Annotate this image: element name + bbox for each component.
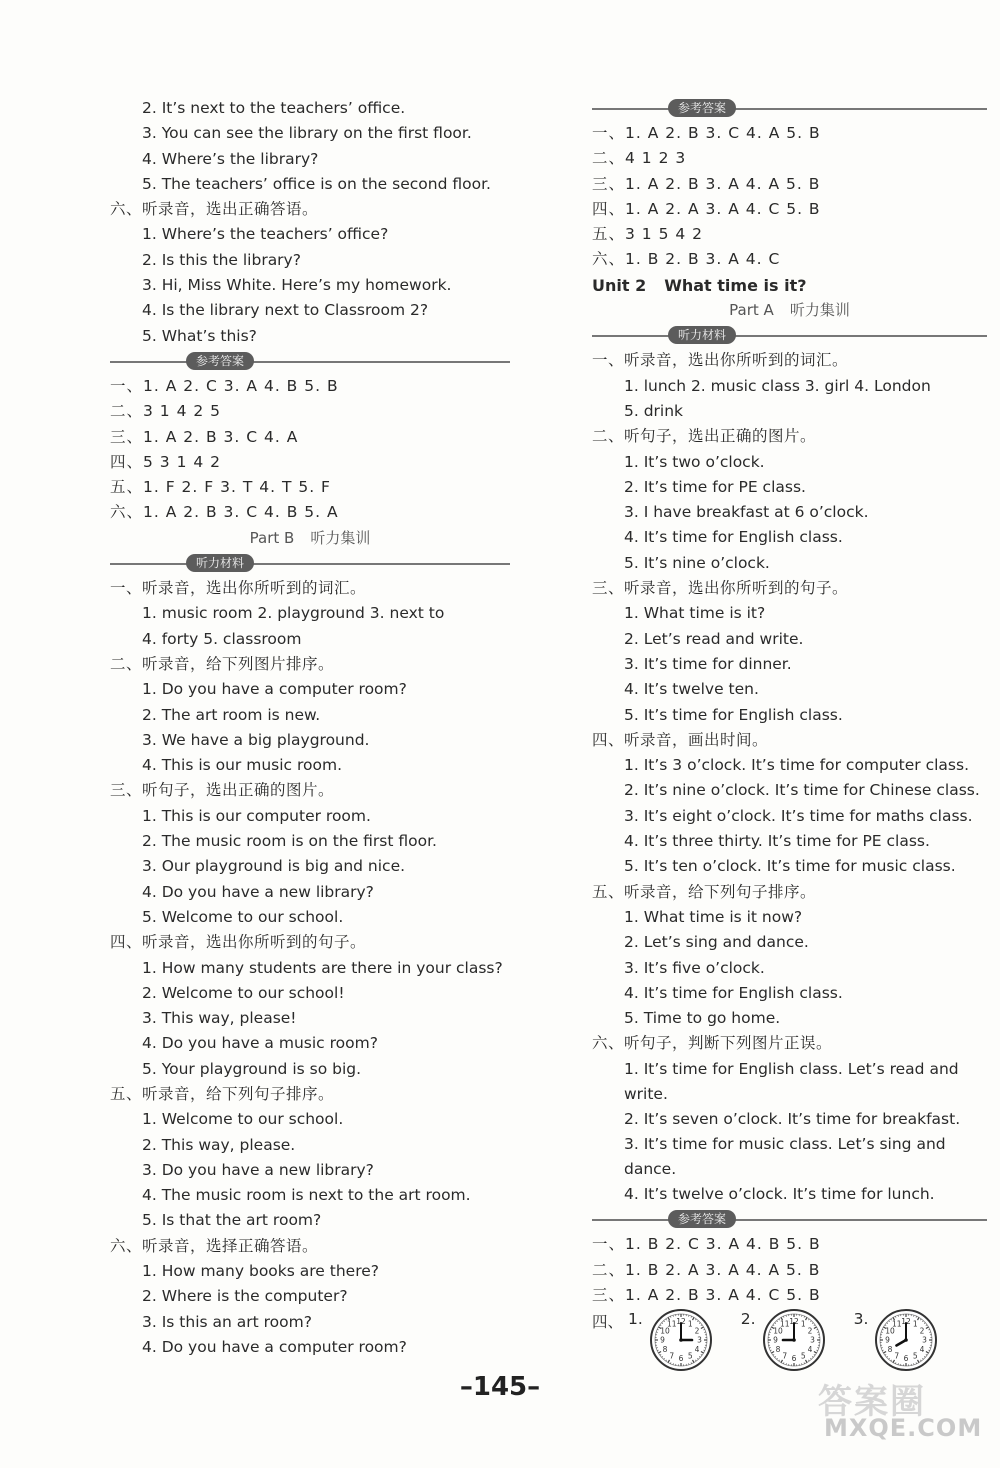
question-heading: 一、听录音，选出你所听到的词汇。 — [110, 579, 367, 598]
transcript-line: 5. It’s nine o’clock. — [624, 553, 770, 572]
transcript-line: 4. Where’s the library? — [142, 149, 319, 168]
svg-text:8: 8 — [775, 1345, 780, 1355]
transcript-line: 1. Where’s the teachers’ office? — [142, 225, 389, 244]
transcript-line: 3. Is this an art room? — [142, 1312, 312, 1331]
transcript-line: 4. Do you have a computer room? — [142, 1337, 407, 1356]
transcript-line: 5. drink — [624, 401, 684, 420]
banner-label: 参考答案 — [668, 99, 736, 117]
transcript-line: 4. The music room is next to the art room. — [142, 1186, 471, 1205]
transcript-line: 4. It’s time for English class. — [624, 528, 843, 547]
transcript-line: 1. What time is it? — [624, 604, 766, 623]
section-banner — [592, 323, 987, 348]
unit-name: What time is it? — [664, 275, 807, 295]
clock-answers — [592, 1308, 987, 1378]
transcript-line: 3. It’s eight o’clock. It’s time for maths class. — [624, 806, 973, 825]
part-label: Part B — [249, 528, 295, 547]
question-heading: 六、听录音，选出正确答语。 — [110, 200, 319, 219]
section-banner — [110, 349, 510, 374]
answer-line: 五、3 1 5 4 2 — [592, 225, 704, 244]
svg-text:10: 10 — [772, 1326, 783, 1336]
svg-text:9: 9 — [659, 1335, 665, 1345]
transcript-line: 4. It’s three thirty. It’s time for PE class. — [624, 832, 930, 851]
svg-text:5: 5 — [687, 1351, 693, 1361]
section-banner — [592, 96, 987, 121]
unit-number: Unit 2 — [592, 275, 647, 295]
transcript-line: 1. music room 2. playground 3. next to — [142, 604, 445, 623]
transcript-line: 5. Time to go home. — [624, 1009, 781, 1028]
transcript-line: 2. The music room is on the first floor. — [142, 832, 437, 851]
right-column — [592, 96, 987, 1378]
question-heading: 六、听录音，选择正确答语。 — [110, 1236, 319, 1255]
question-heading: 三、听录音，选出你所听到的句子。 — [592, 579, 849, 598]
svg-text:2: 2 — [920, 1326, 925, 1336]
transcript-line: 3. It’s five o’clock. — [624, 958, 765, 977]
watermark-logo: 答案圈 — [818, 1382, 926, 1422]
transcript-line: 4. It’s twelve o’clock. It’s time for lunch. — [624, 1184, 935, 1203]
transcript-line: 5. Is that the art room? — [142, 1211, 322, 1230]
page-number: –145– — [459, 1372, 541, 1402]
section-banner — [110, 551, 510, 576]
transcript-line: 3. Our playground is big and nice. — [142, 857, 406, 876]
part-title — [592, 298, 987, 323]
transcript-line: 3. We have a big playground. — [142, 730, 370, 749]
transcript-line: 4. This is our music room. — [142, 756, 343, 775]
transcript-line: 2. Welcome to our school! — [142, 983, 345, 1002]
clock-answer — [854, 1308, 967, 1372]
transcript-line: 4. forty 5. classroom — [142, 629, 302, 648]
svg-text:10: 10 — [885, 1326, 896, 1336]
question-heading: 六、听句子，判断下列图片正误。 — [592, 1034, 833, 1053]
svg-text:2: 2 — [694, 1326, 700, 1336]
transcript-line: 2. This way, please. — [142, 1135, 296, 1154]
transcript-line: 3. I have breakfast at 6 o’clock. — [624, 503, 869, 522]
answer-line: 二、3 1 4 2 5 — [110, 402, 222, 421]
clock-number: 3. — [853, 1310, 869, 1329]
answer-line: 一、1. A 2. B 3. C 4. A 5. B — [592, 124, 821, 142]
clock-answer — [628, 1308, 741, 1372]
answer-line: 六、1. B 2. B 3. A 4. C — [592, 250, 781, 269]
question-heading: 二、听句子，选出正确的图片。 — [592, 427, 817, 446]
answer-line: 六、1. A 2. B 3. C 4. B 5. A — [110, 503, 339, 522]
transcript-line: 5. It’s ten o’clock. It’s time for music class. — [624, 857, 956, 876]
svg-text:1: 1 — [687, 1319, 693, 1329]
transcript-line: 4. It’s twelve ten. — [624, 680, 759, 699]
answer-line: 二、4 1 2 3 — [592, 149, 687, 168]
transcript-line: 1. It’s 3 o’clock. It’s time for computer class. — [624, 756, 970, 775]
svg-text:6: 6 — [678, 1354, 684, 1364]
part-subtitle: 听力集训 — [310, 528, 371, 547]
svg-text:6: 6 — [791, 1354, 796, 1364]
svg-text:1: 1 — [913, 1319, 919, 1329]
watermark — [812, 1374, 982, 1460]
transcript-line: 1. It’s two o’clock. — [624, 452, 765, 471]
transcript-line: 3. Do you have a new library? — [142, 1160, 374, 1179]
transcript-line: 1. How many books are there? — [142, 1262, 379, 1281]
transcript-line: 2. It’s nine o’clock. It’s time for Chinese class. — [624, 781, 980, 800]
banner-label: 听力材料 — [186, 554, 254, 572]
transcript-line: 3. It’s time for dinner. — [624, 654, 792, 673]
svg-text:3: 3 — [696, 1335, 702, 1345]
transcript-line: 5. What’s this? — [142, 326, 257, 345]
svg-text:9: 9 — [772, 1335, 778, 1345]
transcript-line: 2. Is this the library? — [142, 250, 301, 269]
transcript-line: 2. The art room is new. — [142, 705, 321, 724]
answer-line: 三、1. A 2. B 3. C 4. A — [110, 427, 299, 446]
section-banner — [592, 1207, 987, 1232]
question-heading: 五、听录音，给下列句子排序。 — [592, 882, 817, 901]
svg-text:11: 11 — [892, 1319, 902, 1329]
svg-text:7: 7 — [894, 1351, 900, 1361]
transcript-line: 2. It’s next to the teachers’ office. — [142, 99, 406, 117]
transcript-line: 4. It’s time for English class. — [624, 983, 843, 1002]
svg-text:5: 5 — [913, 1351, 919, 1361]
transcript-line: 3. Hi, Miss White. Here’s my homework. — [142, 276, 452, 295]
clock-icon — [762, 1308, 826, 1372]
svg-text:12: 12 — [676, 1317, 686, 1327]
question-heading: 四、听录音，画出时间。 — [592, 730, 769, 749]
svg-text:6: 6 — [904, 1354, 909, 1364]
transcript-line: 3. You can see the library on the first floor. — [142, 124, 472, 143]
answer-line: 一、1. A 2. C 3. A 4. B 5. B — [110, 376, 339, 395]
svg-text:4: 4 — [920, 1345, 925, 1355]
transcript-line: 4. Do you have a new library? — [142, 882, 374, 901]
transcript-line: 1. This is our computer room. — [142, 806, 371, 825]
answer-line: 五、1. F 2. F 3. T 4. T 5. F — [110, 478, 331, 497]
answer-line: 四、1. A 2. A 3. A 4. C 5. B — [592, 199, 821, 218]
svg-text:8: 8 — [887, 1345, 893, 1355]
svg-text:7: 7 — [781, 1351, 787, 1361]
transcript-line: 2. It’s seven o’clock. It’s time for breakfast. — [624, 1109, 961, 1128]
svg-text:4: 4 — [807, 1345, 813, 1355]
svg-text:12: 12 — [788, 1317, 799, 1327]
transcript-line: 2. It’s time for PE class. — [624, 477, 806, 496]
question-heading: 五、听录音，给下列句子排序。 — [110, 1084, 335, 1103]
answer-line: 一、1. B 2. C 3. A 4. B 5. B — [592, 1235, 821, 1254]
clock-answer — [741, 1308, 854, 1372]
clock-number: 1. — [628, 1310, 643, 1329]
transcript-line: 1. What time is it now? — [624, 907, 803, 926]
transcript-line: 5. Welcome to our school. — [142, 907, 344, 926]
transcript-line: 1. Welcome to our school. — [142, 1110, 344, 1129]
question-heading: 二、听录音，给下列图片排序。 — [110, 654, 335, 673]
transcript-line: 1. It’s time for English class. Let’s read and write. — [624, 1059, 959, 1103]
clock-number: 2. — [740, 1310, 756, 1329]
transcript-line: 3. This way, please! — [142, 1009, 297, 1028]
svg-text:11: 11 — [779, 1319, 790, 1329]
transcript-line: 5. Your playground is so big. — [142, 1059, 362, 1078]
unit-title — [592, 273, 987, 298]
transcript-line: 5. The teachers’ office is on the second floor. — [142, 174, 491, 193]
svg-text:3: 3 — [922, 1335, 928, 1345]
svg-text:11: 11 — [666, 1319, 677, 1329]
question-heading: 一、听录音，选出你所听到的词汇。 — [592, 351, 849, 370]
transcript-line: 5. It’s time for English class. — [624, 705, 843, 724]
banner-label: 听力材料 — [668, 326, 736, 344]
svg-text:7: 7 — [669, 1351, 674, 1361]
answer-line: 二、1. B 2. A 3. A 4. A 5. B — [592, 1260, 821, 1279]
svg-text:1: 1 — [800, 1319, 806, 1329]
answer-line: 四、5 3 1 4 2 — [110, 452, 222, 471]
answer-label: 四、 — [592, 1313, 624, 1332]
svg-text:2: 2 — [807, 1326, 813, 1336]
answer-line: 三、1. A 2. B 3. A 4. C 5. B — [592, 1285, 821, 1304]
svg-text:5: 5 — [800, 1351, 806, 1361]
transcript-line: 1. lunch 2. music class 3. girl 4. London — [624, 376, 931, 395]
clock-icon — [874, 1308, 938, 1372]
transcript-line: 2. Let’s sing and dance. — [624, 933, 809, 952]
part-subtitle: 听力集训 — [789, 301, 850, 320]
transcript-line: 3. It’s time for music class. Let’s sing and dance. — [624, 1134, 946, 1178]
transcript-line: 2. Let’s read and write. — [624, 629, 804, 648]
answer-line: 三、1. A 2. B 3. A 4. A 5. B — [592, 174, 821, 193]
svg-text:3: 3 — [809, 1335, 815, 1345]
svg-text:9: 9 — [885, 1335, 891, 1345]
question-heading: 三、听句子，选出正确的图片。 — [110, 781, 335, 800]
banner-label: 参考答案 — [186, 352, 254, 370]
part-label: Part A — [729, 301, 774, 320]
svg-text:4: 4 — [694, 1345, 700, 1355]
transcript-line: 2. Where is the computer? — [142, 1287, 348, 1306]
svg-text:12: 12 — [901, 1317, 912, 1327]
part-title — [110, 526, 510, 551]
clock-icon — [649, 1308, 713, 1372]
transcript-line: 1. How many students are there in your class? — [142, 958, 503, 977]
svg-text:10: 10 — [660, 1326, 670, 1336]
transcript-line: 4. Do you have a music room? — [142, 1034, 378, 1053]
watermark-site: MXQE.COM — [824, 1414, 983, 1442]
svg-text:8: 8 — [662, 1345, 668, 1355]
transcript-line: 1. Do you have a computer room? — [142, 680, 407, 699]
transcript-line: 4. Is the library next to Classroom 2? — [142, 301, 429, 320]
left-column — [110, 96, 510, 1360]
question-heading: 四、听录音，选出你所听到的句子。 — [110, 933, 367, 952]
banner-label: 参考答案 — [668, 1210, 736, 1228]
